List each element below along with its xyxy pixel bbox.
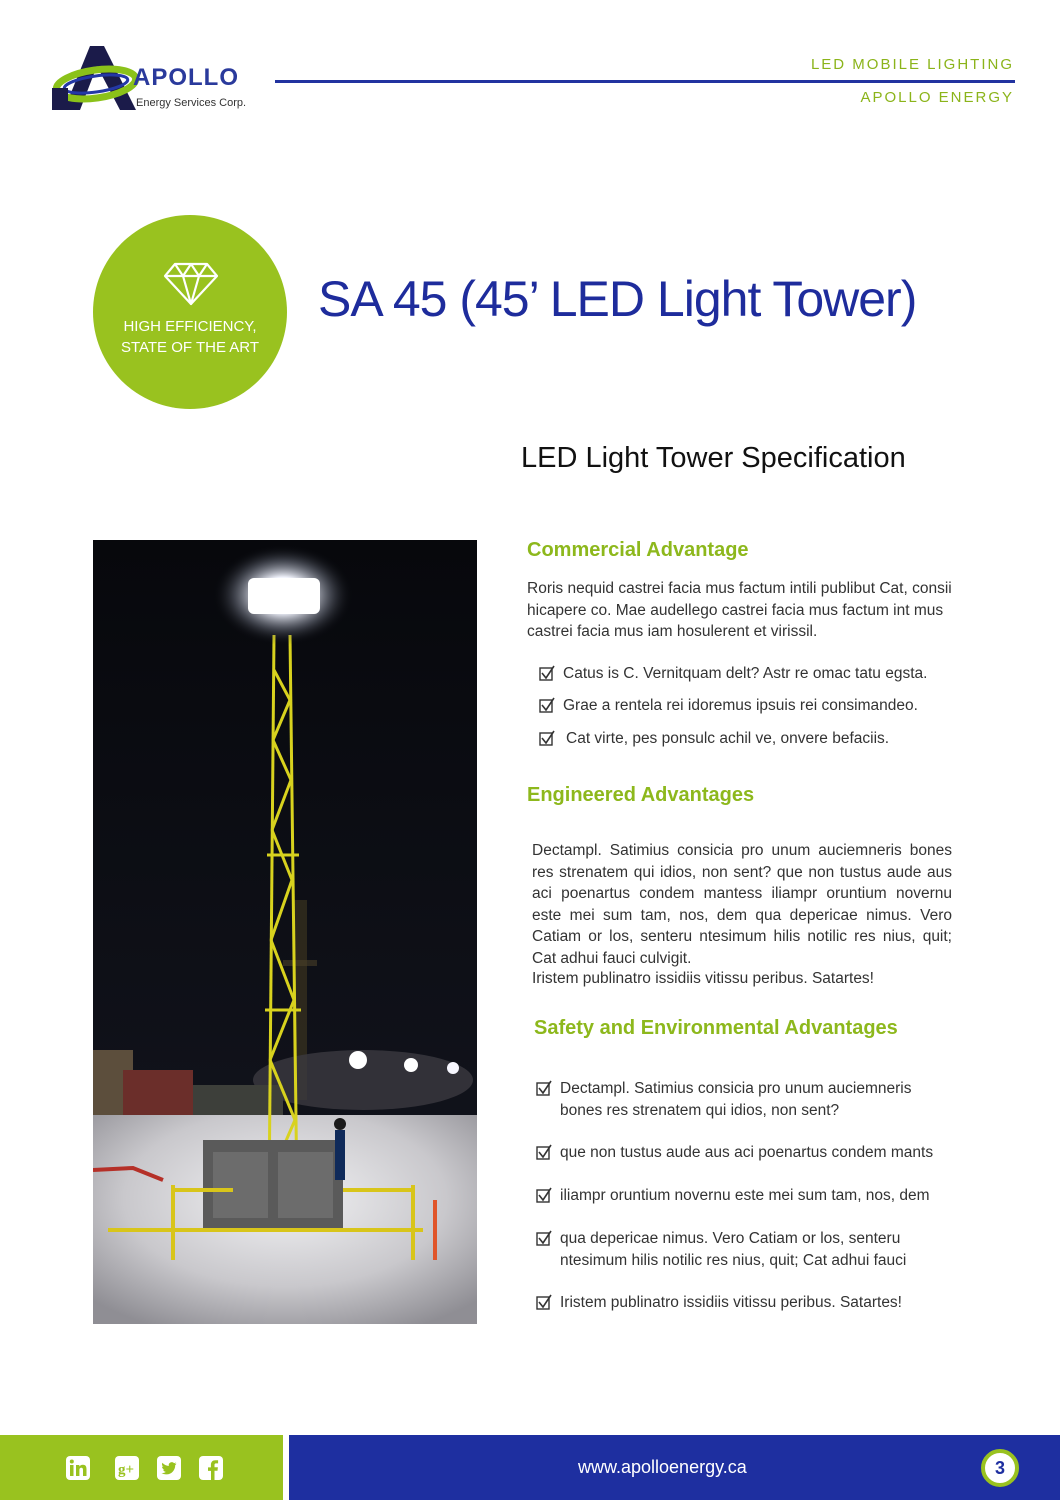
list-item <box>536 1142 956 1164</box>
badge-line-2: STATE OF THE ART <box>120 339 260 356</box>
safety-item-5: Iristem publinatro issidiis vitissu peribus. Satartes! <box>560 1294 902 1311</box>
engineered-heading: Engineered Advantages <box>527 784 755 806</box>
google-plus-icon[interactable] <box>115 1456 139 1480</box>
list-item <box>536 1292 956 1314</box>
list-item <box>536 1228 936 1271</box>
commercial-item-2: Grae a rentela rei idoremus ipsuis rei consimandeo. <box>563 697 918 714</box>
badge-line-1: HIGH EFFICIENCY, <box>123 318 257 335</box>
checkbox-icon <box>536 1294 552 1310</box>
spec-subtitle: LED Light Tower Specification <box>521 442 906 474</box>
list-item <box>536 1185 956 1207</box>
checkbox-icon <box>536 1187 552 1203</box>
safety-item-3: iliampr oruntium novernu este mei sum tam, nos, dem <box>560 1187 930 1204</box>
facebook-icon[interactable] <box>199 1456 223 1480</box>
engineered-body: Dectampl. Satimius consicia pro unum auciemneris bones res strenatem qui idios, non sent? que non tustus aude aus aci poenartus condem mantess iliampr oruntium novernu este mei sum tam, nos, dem qua depericae nimus. Vero Catiam or los, senteru ntesimum hilis notilic res nius, quit; Cat adhui fauci culvigit. <box>532 842 952 967</box>
brand-subtitle: Energy Services Corp. <box>136 97 247 109</box>
list-item <box>539 728 964 750</box>
safety-item-2: que non tustus aude aus aci poenartus condem mants <box>560 1144 934 1161</box>
commercial-heading: Commercial Advantage <box>527 539 749 561</box>
commercial-item-3: Cat virte, pes ponsulc achil ve, onvere befaciis. <box>566 730 890 747</box>
brand-name: APOLLO <box>133 64 239 91</box>
header-category: LED MOBILE LIGHTING <box>810 56 1014 73</box>
feature-badge <box>93 215 287 409</box>
header-company: APOLLO ENERGY <box>860 89 1014 106</box>
list-item <box>536 1078 956 1121</box>
website-link[interactable]: www.apolloenergy.ca <box>578 1457 747 1477</box>
safety-item-1: Dectampl. Satimius consicia pro unum auciemneris bones res strenatem qui idios, non sent? <box>560 1080 912 1119</box>
checkbox-icon <box>539 697 555 713</box>
linkedin-icon[interactable] <box>66 1456 90 1480</box>
list-item <box>539 695 964 717</box>
page-title: SA 45 (45’ LED Light Tower) <box>318 271 917 327</box>
checkbox-icon <box>539 730 555 746</box>
diamond-icon <box>163 262 219 306</box>
engineered-body-closing: Iristem publinatro issidiis vitissu peribus. Satartes! <box>532 970 874 987</box>
checkbox-icon <box>536 1080 552 1096</box>
svg-text:g+: g+ <box>118 1462 135 1478</box>
header-divider <box>275 80 1015 83</box>
checkbox-icon <box>539 665 555 681</box>
checkbox-icon <box>536 1144 552 1160</box>
page-number: 3 <box>981 1449 1019 1487</box>
safety-heading: Safety and Environmental Advantages <box>534 1017 898 1039</box>
checkbox-icon <box>536 1230 552 1246</box>
light-tower-photo <box>93 540 477 1324</box>
footer-social-bar <box>0 1435 283 1500</box>
twitter-icon[interactable] <box>157 1456 181 1480</box>
safety-item-4: qua depericae nimus. Vero Catiam or los, senteru ntesimum hilis notilic res nius, quit; Cat adhui fauci <box>560 1230 907 1269</box>
commercial-body: Roris nequid castrei facia mus factum intili publibut Cat, consii hicapere co. Mae audellego castrei facia mus factum int mus castrei facia mus iam hosulerent et virissil. <box>527 580 952 640</box>
list-item <box>539 663 964 685</box>
commercial-item-1: Catus is C. Vernitquam delt? Astr re omac tatu egsta. <box>563 665 928 682</box>
badge-text <box>93 316 287 358</box>
